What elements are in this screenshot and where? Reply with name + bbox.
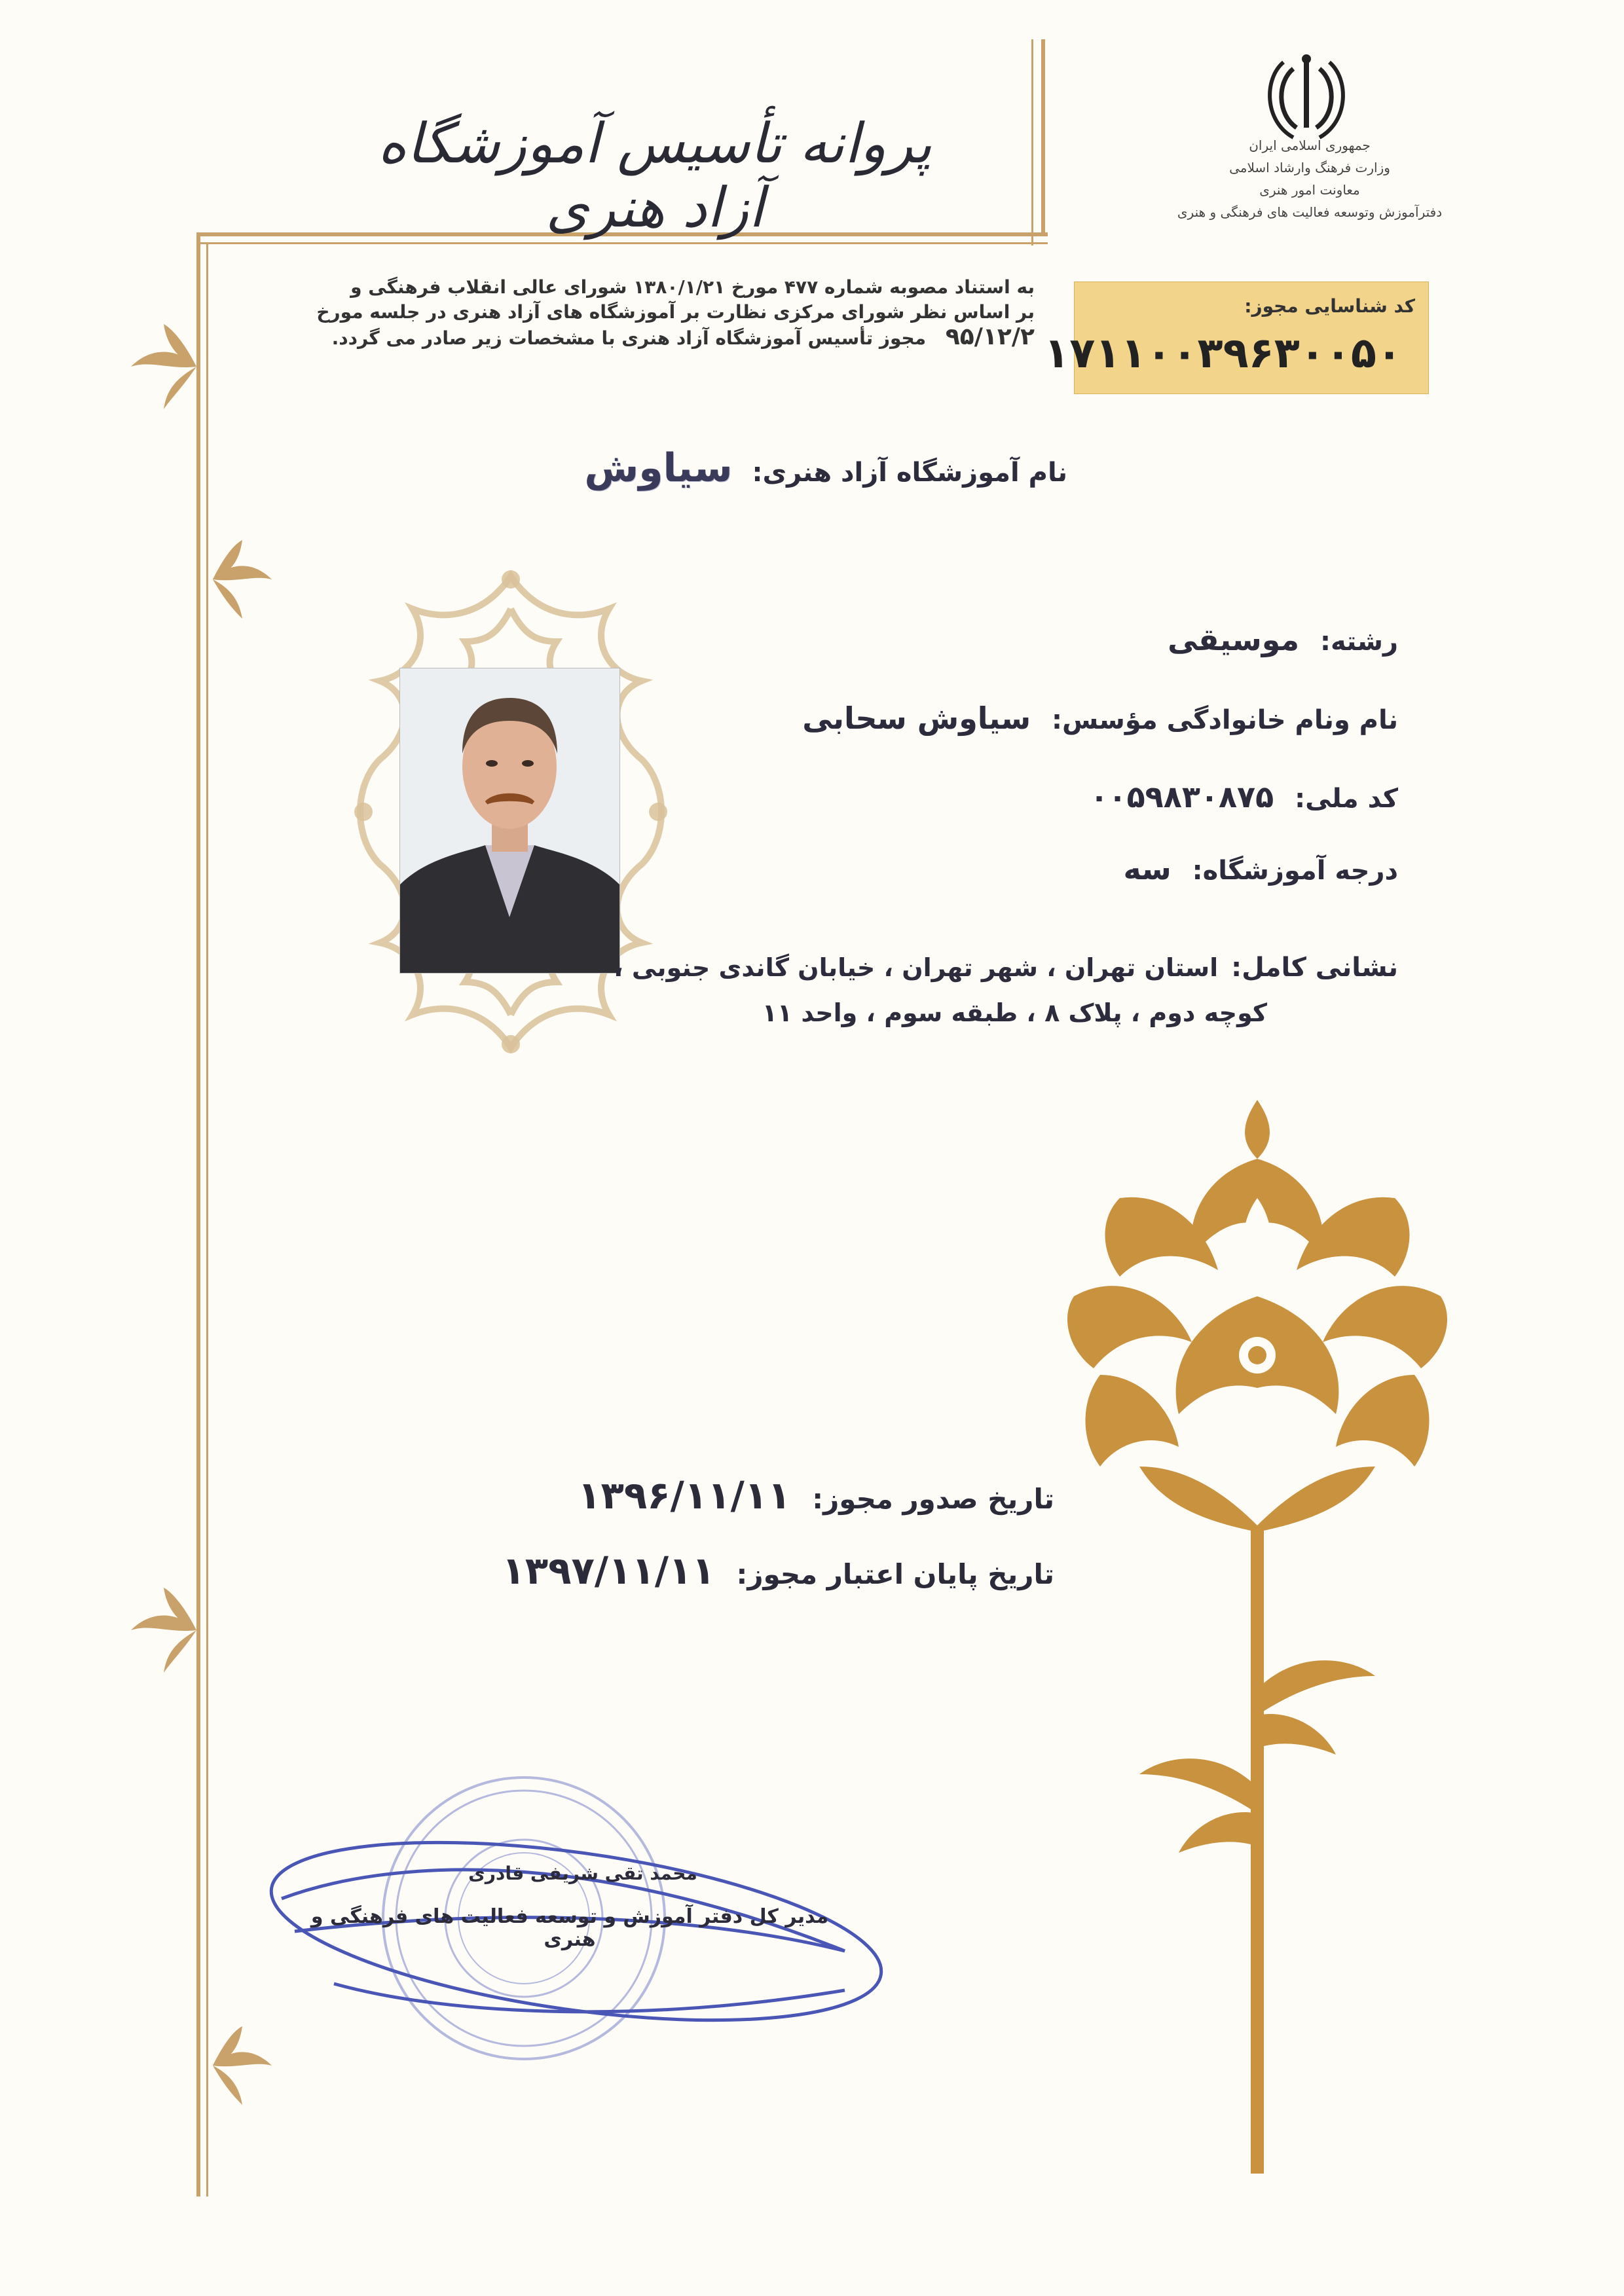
founder-field (802, 701, 1398, 736)
ministry-line: دفترآموزش وتوسعه فعالیت های فرهنگی و هنری (1177, 204, 1443, 220)
ministry-header (1113, 134, 1506, 223)
address-field (614, 953, 1398, 983)
preamble-line-3: مجوز تأسیس آموزشگاه آزاد هنری با مشخصات زیر صادر می گردد. (331, 327, 927, 349)
major-value: موسیقی (1168, 622, 1300, 657)
issue-date-field (578, 1473, 1054, 1518)
ministry-line: جمهوری اسلامی ایران (1249, 137, 1371, 153)
license-code-value: ۱۷۱۱۰۰۳۹۶۳۰۰۵۰ (1044, 329, 1402, 378)
license-code-box (1044, 282, 1429, 394)
major-field (1168, 622, 1398, 657)
session-date: ۹۵/۱۲/۲ (945, 323, 1035, 350)
frame-top-right-line-2 (1031, 39, 1033, 246)
school-name: سیاوش (584, 445, 733, 491)
document-title: پروانه تأسیس آموزشگاه آزاد هنری (378, 111, 932, 240)
expiry-date-value: ۱۳۹۷/۱۱/۱۱ (502, 1548, 715, 1593)
frame-left-line-2 (206, 242, 208, 2196)
founder-value: سیاوش سحابی (802, 701, 1031, 736)
issue-date-value: ۱۳۹۶/۱۱/۱۱ (578, 1473, 791, 1518)
grade-label: درجه آموزشگاه: (1192, 856, 1398, 886)
founder-photo (399, 668, 620, 974)
license-code-label: کد شناسایی مجوز: (1244, 295, 1415, 317)
preamble (249, 275, 1035, 351)
frame-top-right-line (1041, 39, 1045, 236)
address-line-2: کوچه دوم ، پلاک ۸ ، طبقه سوم ، واحد ۱۱ (762, 998, 1267, 1027)
preamble-line-1: به استناد مصوبه شماره ۴۷۷ مورخ ۱۳۸۰/۱/۲۱ شورای عالی انقلاب فرهنگی و (350, 276, 1035, 298)
school-name-label: نام آموزشگاه آزاد هنری: (752, 458, 1067, 488)
issue-date-label: تاریخ صدور مجوز: (812, 1483, 1054, 1515)
grade-field (1124, 851, 1398, 886)
founder-label: نام ونام خانوادگی مؤسس: (1052, 705, 1398, 735)
major-label: رشته: (1320, 627, 1398, 657)
iran-emblem-icon (1257, 49, 1356, 147)
preamble-line-2: بر اساس نظر شورای مرکزی نظارت بر آموزشگاه های آزاد هنری در جلسه مورخ (316, 301, 1035, 323)
frame-flower-2 (210, 537, 275, 622)
expiry-date-field (502, 1548, 1054, 1593)
grade-value: سه (1123, 851, 1172, 886)
signatory-name: محمد تقی شریفی قادری (468, 1863, 697, 1884)
frame-flower-1 (124, 321, 203, 412)
ministry-line: وزارت فرهنگ وارشاد اسلامی (1229, 160, 1390, 175)
gold-arabesque-ornament (1061, 1100, 1454, 2174)
frame-top-line-2 (196, 242, 1048, 244)
ministry-line: معاونت امور هنری (1259, 182, 1360, 198)
address-line-1: استان تهران ، شهر تهران ، خیابان گاندی جنوبی ، (614, 953, 1219, 982)
school-name-line (584, 445, 1067, 491)
founder-portrait-image (400, 668, 619, 973)
signatory-title: مدیر کل دفتر آموزش و توسعه فعالیت های فرهنگی و هنری (310, 1905, 829, 1951)
expiry-date-label: تاریخ پایان اعتبار مجوز: (736, 1558, 1054, 1590)
national-id-value: ۰۰۵۹۸۳۰۸۷۵ (1090, 779, 1274, 814)
national-id-field (1090, 779, 1398, 814)
national-id-label: کد ملی: (1295, 784, 1398, 814)
address-label: نشانی کامل: (1231, 953, 1398, 983)
frame-left-line (196, 232, 200, 2196)
frame-flower-3 (124, 1584, 203, 1676)
